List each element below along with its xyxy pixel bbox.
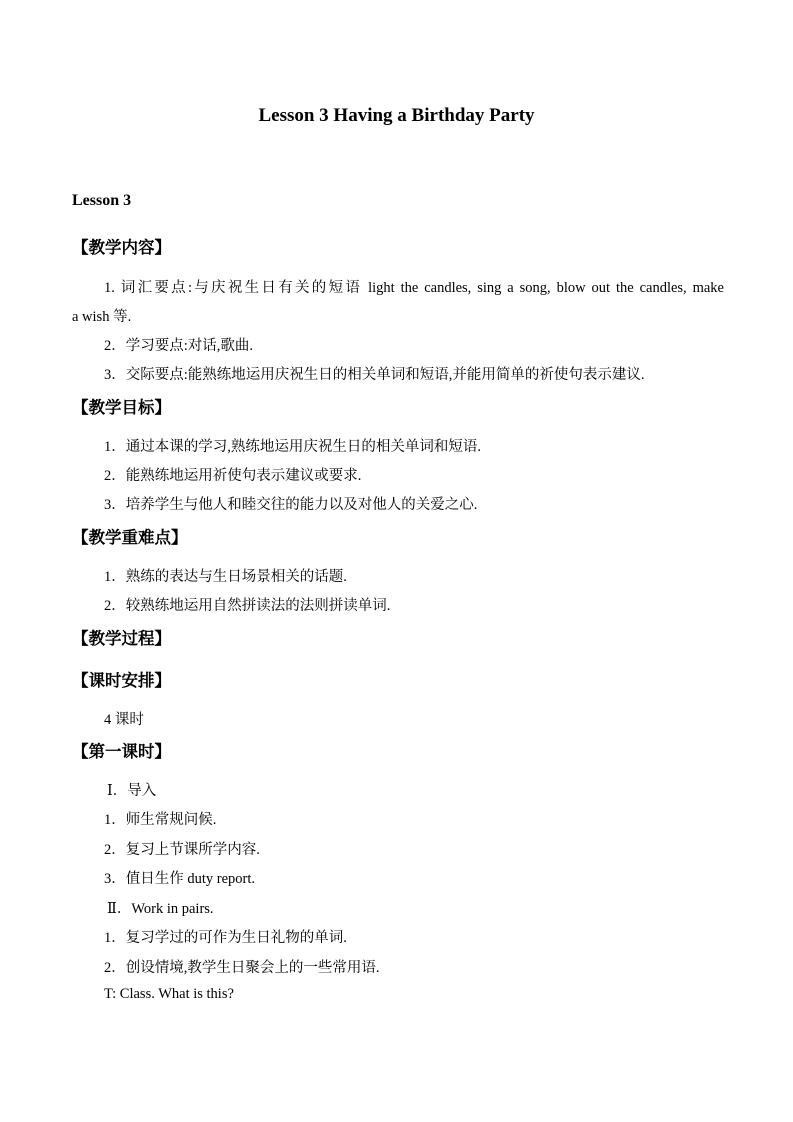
part1-label: Ⅰ．导入 — [107, 783, 157, 799]
content-item-2: 2．学习要点:对话,歌曲. — [104, 338, 254, 354]
part2-item-2: 2．创设情境,教学生日聚会上的一些常用语. — [104, 960, 380, 976]
keypoints-item-2: 2．较熟练地运用自然拼读法的法则拼读单词. — [104, 598, 391, 614]
process-heading: 【教学过程】 — [72, 629, 171, 648]
content-item-3: 3．交际要点:能熟练地运用庆祝生日的相关单词和短语,并能用简单的祈使句表示建议. — [104, 367, 645, 383]
goals-item-2: 2．能熟练地运用祈使句表示建议或要求. — [104, 468, 362, 484]
dialogue-line: T: Class. What is this? — [104, 986, 234, 1002]
first-lesson-heading: 【第一课时】 — [72, 742, 171, 761]
keypoints-item-1: 1．熟练的表达与生日场景相关的话题. — [104, 569, 347, 585]
part1-item-3: 3．值日生作 duty report. — [104, 871, 256, 887]
goals-item-1: 1．通过本课的学习,熟练地运用庆祝生日的相关单词和短语. — [104, 439, 481, 455]
content-heading: 【教学内容】 — [72, 238, 171, 257]
content-item-1: 1. 词汇要点:与庆祝生日有关的短语 light the candles, sing a song, blow out the candles, make — [104, 280, 724, 296]
goals-item-3: 3．培养学生与他人和睦交往的能力以及对他人的关爱之心. — [104, 497, 478, 513]
lesson-label: Lesson 3 — [72, 192, 132, 209]
part2-item-1: 1．复习学过的可作为生日礼物的单词. — [104, 930, 347, 946]
schedule-text: 4 课时 — [104, 712, 144, 728]
content-item-1-cont: a wish 等. — [72, 309, 132, 325]
part1-item-2: 2．复习上节课所学内容. — [104, 842, 260, 858]
part2-label: Ⅱ．Work in pairs. — [107, 901, 214, 917]
goals-heading: 【教学目标】 — [72, 398, 171, 417]
document-title: Lesson 3 Having a Birthday Party — [258, 105, 535, 126]
keypoints-heading: 【教学重难点】 — [72, 528, 188, 547]
part1-item-1: 1．师生常规问候. — [104, 812, 217, 828]
schedule-heading: 【课时安排】 — [72, 671, 171, 690]
